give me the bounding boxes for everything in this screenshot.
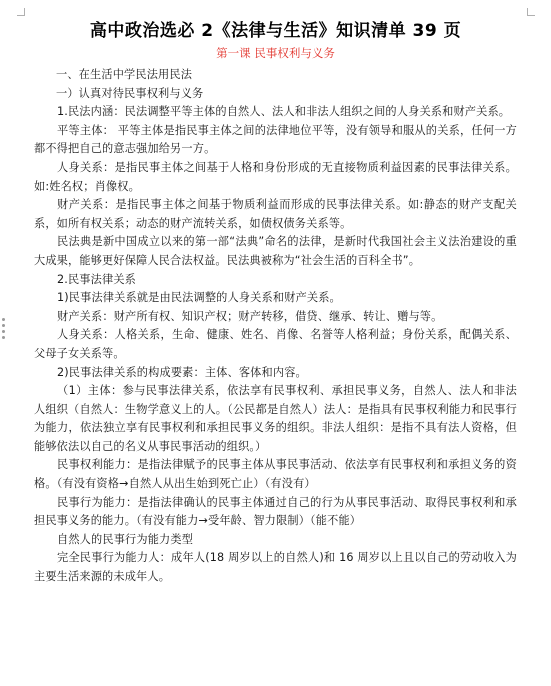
document-title: 高中政治选必 2《法律与生活》知识清单 39 页 [89,21,462,41]
section-heading: 一、在生活中学民法用民法 [56,68,193,81]
paragraph: 财产关系：财产所有权、知识产权；财产转移，借贷、继承、转让、赠与等。 [57,309,443,323]
drag-handle-icon[interactable] [2,318,6,339]
paragraph: 民事权利能力：是指法律赋予的民事主体从事民事活动、依法享有民事权利和承担义务的资格。（有没有资格→自然人从出生始到死亡止）（有没有） [34,458,517,491]
paragraph: 人身关系：人格关系，生命、健康、姓名、肖像、名誉等人格利益；身份关系，配偶关系、父母子女关系等。 [34,328,517,360]
paragraph-heading: 自然人的民事行为能力类型 [57,532,194,546]
paragraph: 民事行为能力：是指法律确认的民事主体通过自己的行为从事民事活动、取得民事权利和承担民事义务的能力。（有没有能力→受年龄、智力限制）（能不能） [34,495,517,528]
paragraph: 人身关系：是指民事主体之间基于人格和身份形成的无直接物质利益因素的民事法律关系。如:姓名权；肖像权。 [34,160,517,193]
paragraph: 平等主体： 平等主体是指民事主体之间的法律地位平等，没有领导和服从的关系，任何一方都不得把自己的意志强加给另一方。 [34,123,517,156]
paragraph: 民法典是新中国成立以来的第一部“法典”命名的法律，是新时代我国社会主义法治建设的重大成果，能够更好保障人民合法权益。民法典被称为“社会生活的百科全书”。 [34,235,517,267]
page-corner-mark-left [17,8,25,16]
paragraph: 1.民法内涵：民法调整平等主体的自然人、法人和非法人组织之间的人身关系和财产关系。 [57,105,511,119]
document-body [34,66,517,587]
subsection-heading: 一）认真对待民事权利与义务 [56,86,204,100]
paragraph: 2)民事法律关系的构成要素：主体、客体和内容。 [57,365,307,379]
paragraph: 财产关系：是指民事主体之间基于物质利益而形成的民事法律关系。如:静态的财产支配关系，如所有权关系；动态的财产流转关系，如债权债务关系等。 [34,198,517,230]
paragraph-heading: 2.民事法律关系 [57,272,136,286]
paragraph: 完全民事行为能力人：成年人(18 周岁以上的自然人)和 16 周岁以上且以自己的劳动收入为主要生活来源的未成年人。 [34,551,517,584]
paragraph: 1)民事法律关系就是由民法调整的人身关系和财产关系。 [57,291,341,305]
lesson-subtitle: 第一课 民事权利与义务 [216,46,335,60]
paragraph: （1）主体：参与民事法律关系，依法享有民事权利、承担民事义务，自然人、法人和非法人组织（自然人：生物学意义上的人。（公民都是自然人）法人：是指具有民事权利能力和民事行为能力，依法独立享有民事权利和承担民事义务的组织。非法人组织：是指不具有法人资格，但能够依法以自己的名义从事民事活动的组织。） [34,384,517,453]
page-corner-mark-right [527,8,535,16]
